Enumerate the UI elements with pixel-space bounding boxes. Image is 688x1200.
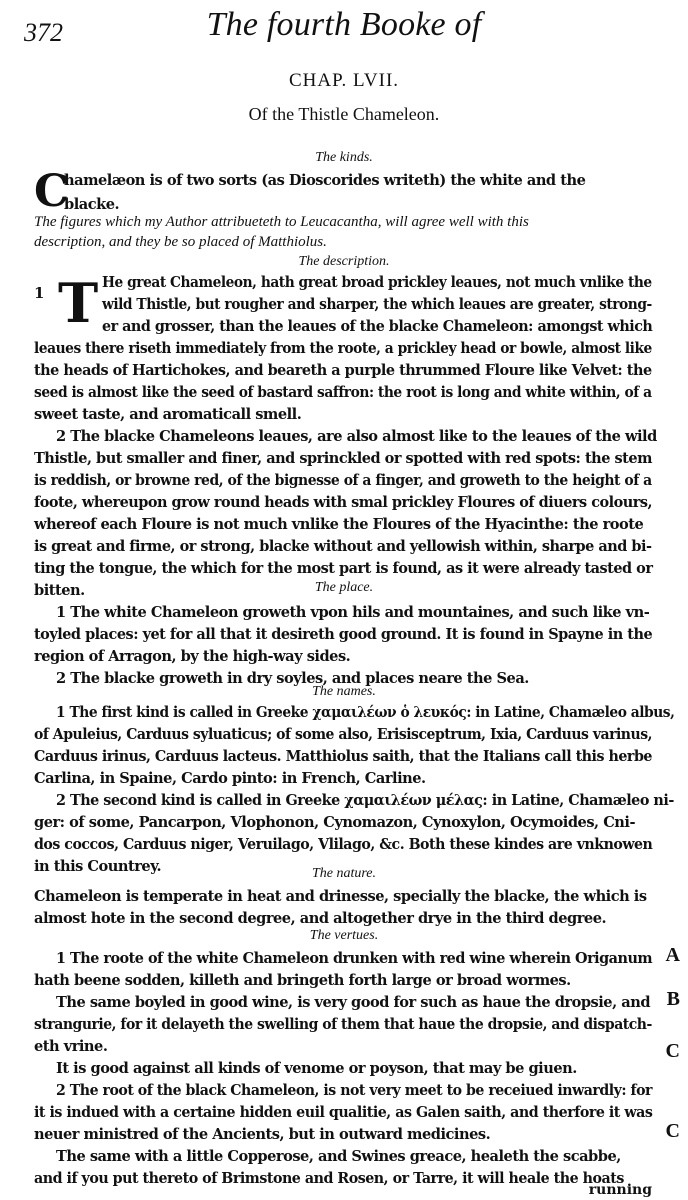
catchword: running: [588, 1182, 652, 1198]
vertues-line: hath beene sodden, killeth and bringeth forth large or broad wormes.: [34, 972, 571, 989]
description-line: leaues there riseth immediately from the roote, a prickley head or bowle, almost like: [34, 340, 652, 357]
section-heading-vertues: The vertues.: [309, 928, 379, 943]
section-heading-description: The description.: [298, 254, 390, 269]
description-line: foote, whereupon grow round heads with smal prickley Floures of diuers colours,: [34, 494, 652, 511]
names-line: 2 The second kind is called in Greeke χαμαιλέων μέλας: in Latine, Chamæleo ni-: [56, 792, 674, 809]
margin-letter: A: [665, 944, 680, 966]
nature-line: almost hote in the second degree, and altogether drye in the third degree.: [34, 910, 607, 927]
description-line: er and grosser, than the leaues of the blacke Chameleon: amongst which: [102, 318, 653, 335]
names-line: in this Countrey.: [34, 858, 162, 875]
nature-line: Chameleon is temperate in heat and drinesse, specially the blacke, the which is: [34, 888, 647, 905]
vertues-line: neuer ministred of the Ancients, but in outward medicines.: [34, 1126, 491, 1143]
margin-letter: C: [665, 1120, 680, 1142]
kinds-line: blacke.: [64, 196, 120, 213]
description-line: 2 The blacke Chameleons leaues, are also almost like to the leaues of the wild: [56, 428, 657, 445]
margin-letter: B: [666, 988, 680, 1010]
figures-line: description, and they be so placed of Matthiolus.: [34, 234, 327, 250]
section-heading-nature: The nature.: [311, 866, 377, 881]
vertues-line: It is good against all kinds of venome or poyson, that may be giuen.: [56, 1060, 577, 1077]
place-line: region of Arragon, by the high-way sides.: [34, 648, 351, 665]
description-line: is great and firme, or strong, blacke without and yellowish within, sharpe and bi-: [34, 538, 652, 555]
description-line: bitten.: [34, 582, 85, 599]
kinds-line: hamelæon is of two sorts (as Dioscorides writeth) the white and the: [64, 172, 586, 189]
vertues-line: strangurie, for it delayeth the swelling of them that haue the dropsie, and dispatch-: [34, 1016, 652, 1033]
names-line: ger: of some, Pancarpon, Vlophonon, Cynomazon, Cynoxylon, Ocymoides, Cni-: [34, 814, 636, 831]
vertues-line: 1 The roote of the white Chameleon drunken with red wine wherein Origanum: [56, 950, 653, 967]
kinds-dropcap: C: [34, 166, 70, 217]
paragraph-number: 1: [34, 284, 45, 302]
names-line: dos coccos, Carduus niger, Veruilago, Vlilago, &c. Both these kindes are vnknowen: [34, 836, 653, 853]
description-line: ting the tongue, the which for the most part is found, as it were already tasted or: [34, 560, 653, 577]
chapter-number: CHAP. LVII.: [288, 70, 400, 91]
names-line: Carlina, in Spaine, Cardo pinto: in French, Carline.: [34, 770, 426, 787]
section-heading-place: The place.: [314, 580, 374, 595]
vertues-line: The same with a little Copperose, and Swines greace, healeth the scabbe,: [56, 1148, 621, 1165]
description-line: Thistle, but smaller and finer, and sprinckled or spotted with red spots: the stem: [34, 450, 652, 467]
description-line: wild Thistle, but rougher and sharper, the which leaues are greater, strong-: [102, 296, 652, 313]
vertues-line: The same boyled in good wine, is very good for such as haue the dropsie, and: [56, 994, 651, 1011]
description-line: sweet taste, and aromaticall smell.: [34, 406, 302, 423]
place-line: 2 The blacke groweth in dry soyles, and places neare the Sea.: [56, 670, 529, 687]
vertues-line: it is indued with a certaine hidden euil qualitie, as Galen saith, and therfore it was: [34, 1104, 653, 1121]
figures-line: The figures which my Author attribueteth to Leucacantha, will agree well with this: [34, 214, 529, 230]
description-line: seed is almost like the seed of bastard saffron: the root is long and white within, of a: [34, 384, 652, 401]
place-line: 1 The white Chameleon groweth vpon hils and mountaines, and such like vn-: [56, 604, 650, 621]
names-line: 1 The first kind is called in Greeke χαμαιλέων ὁ λευκός: in Latine, Chamæleo albus,: [56, 704, 675, 721]
description-line: the heads of Hartichokes, and beareth a purple thrummed Floure like Velvet: the: [34, 362, 652, 379]
description-line: is reddish, or browne red, of the bignesse of a finger, and groweth to the height of a: [34, 472, 652, 489]
names-line: Carduus irinus, Carduus lacteus. Matthiolus saith, that the Italians call this herbe: [34, 748, 652, 765]
running-head: The fourth Booke of: [206, 6, 482, 43]
vertues-line: eth vrine.: [34, 1038, 108, 1055]
chapter-title: Of the Thistle Chameleon.: [248, 104, 440, 124]
vertues-line: 2 The root of the black Chameleon, is not very meet to be receiued inwardly: for: [56, 1082, 652, 1099]
section-heading-names: The names.: [312, 684, 376, 699]
vertues-line: and if you put thereto of Brimstone and Rosen, or Tarre, it will heale the hoats: [34, 1170, 624, 1187]
description-line: He great Chameleon, hath great broad prickley leaues, not much vnlike the: [102, 274, 652, 291]
place-line: toyled places: yet for all that it desireth good ground. It is found in Spayne in the: [34, 626, 653, 643]
page-number: 372: [24, 18, 63, 47]
description-line: whereof each Floure is not much vnlike the Floures of the Hyacinthe: the roote: [34, 516, 644, 533]
margin-letter: C: [665, 1040, 680, 1062]
names-line: of Apuleius, Carduus syluaticus; of some also, Erisisceptrum, Ixia, Carduus varinus,: [34, 726, 653, 743]
section-heading-kinds: The kinds.: [315, 150, 373, 165]
description-dropcap: T: [58, 271, 99, 335]
